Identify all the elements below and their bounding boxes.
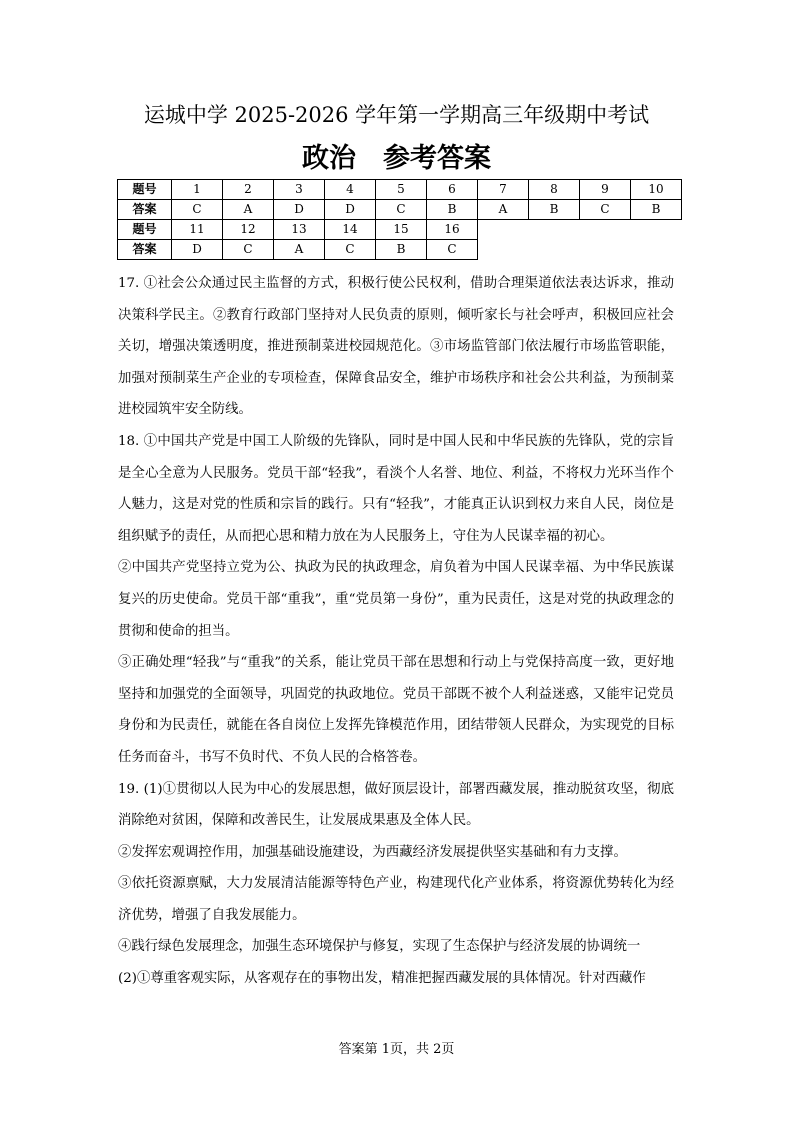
question-number: 1 (172, 180, 223, 200)
answer-cell: D (172, 240, 223, 260)
question-number-row (118, 220, 682, 240)
question-label: 题号 (118, 180, 172, 200)
answer-table (117, 179, 682, 260)
question-number: 15 (376, 220, 427, 240)
answer-cell: B (631, 200, 682, 220)
answer-cell: D (325, 200, 376, 220)
answer-row (118, 200, 682, 220)
answer-cell: C (325, 240, 376, 260)
question-number: 10 (631, 180, 682, 200)
answer-cell: A (274, 240, 325, 260)
empty-cell (529, 240, 580, 260)
answer-q19-part3: ③依托资源禀赋，大力发展清洁能源等特色产业，构建现代化产业体系，将资源优势转化为经济优势，增强了自我发展能力。 (118, 876, 674, 923)
question-number: 5 (376, 180, 427, 200)
question-number: 3 (274, 180, 325, 200)
answer-q19-sub2: (2)①尊重客观实际，从客观存在的事物出发，精准把握西藏发展的具体情况。针对西藏作 (118, 971, 646, 987)
question-number: 9 (580, 180, 631, 200)
empty-cell (631, 240, 682, 260)
page-footer: 答案第 1页，共 2页 (338, 1042, 455, 1057)
answer-q19-part1: 19. (1)①贯彻以人民为中心的发展思想，做好顶层设计，部署西藏发展，推动脱贫攻坚，彻底消除绝对贫困，保障和改善民生，让发展成果惠及全体人民。 (118, 781, 674, 829)
answer-label: 答案 (118, 200, 172, 220)
empty-cell (580, 240, 631, 260)
answer-cell: C (172, 200, 223, 220)
question-number: 16 (427, 220, 478, 240)
question-number: 7 (478, 180, 529, 200)
question-number: 11 (172, 220, 223, 240)
question-label: 题号 (118, 220, 172, 240)
question-number: 4 (325, 180, 376, 200)
empty-cell (478, 220, 529, 240)
answer-cell: C (376, 200, 427, 220)
question-number: 2 (223, 180, 274, 200)
empty-cell (478, 240, 529, 260)
answer-cell: A (478, 200, 529, 220)
answer-q17: 17. ①社会公众通过民主监督的方式，积极行使公民权利，借助合理渠道依法表达诉求，推动决策科学民主。②教育行政部门坚持对人民负责的原则，倾听家长与社会呼声，积极回应社会关切，增强决策透明度，推进预制菜进校园规范化。③市场监管部门依法履行市场监管职能，加强对预制菜生产企业的专项检查，保障食品安全，维护市场秩序和社会公共利益，为预制菜进校园筑牢安全防线。 (118, 276, 674, 418)
answer-cell: C (580, 200, 631, 220)
question-number: 8 (529, 180, 580, 200)
question-number: 14 (325, 220, 376, 240)
answer-cell: B (376, 240, 427, 260)
answer-q19-part2: ②发挥宏观调控作用，加强基础设施建设，为西藏经济发展提供坚实基础和有力支撑。 (118, 844, 627, 860)
answer-label: 答案 (118, 240, 172, 260)
question-number: 12 (223, 220, 274, 240)
page-title: 运城中学 2025-2026 学年第一学期高三年级期中考试 (143, 103, 650, 127)
answer-q18-part3: ③正确处理“轻我”与“重我”的关系，能让党员干部在思想和行动上与党保持高度一致，更好地坚持和加强党的全面领导，巩固党的执政地位。党员干部既不被个人利益迷惑，又能牢记党员身份和为民责任，就能在各自岗位上发挥先锋模范作用，团结带领人民群众，为实现党的目标任务而奋斗，书写不负时代、不负人民的合格答卷。 (118, 655, 674, 765)
question-number: 13 (274, 220, 325, 240)
answer-cell: D (274, 200, 325, 220)
answer-cell: B (529, 200, 580, 220)
question-number-row (118, 180, 682, 200)
answer-cell: C (223, 240, 274, 260)
answer-content (118, 268, 674, 995)
answer-cell: C (427, 240, 478, 260)
answer-cell: A (223, 200, 274, 220)
empty-cell (631, 220, 682, 240)
empty-cell (580, 220, 631, 240)
answer-cell: B (427, 200, 478, 220)
question-number: 6 (427, 180, 478, 200)
answer-q19-part4: ④践行绿色发展理念，加强生态环境保护与修复，实现了生态保护与经济发展的协调统一 (118, 939, 641, 955)
subject-title: 政治 参考答案 (302, 143, 491, 174)
empty-cell (529, 220, 580, 240)
answer-q18-part1: 18. ①中国共产党是中国工人阶级的先锋队，同时是中国人民和中华民族的先锋队，党的宗旨是全心全意为人民服务。党员干部“轻我”，看淡个人名誉、地位、利益，不将权力光环当作个人魅力，这是对党的性质和宗旨的践行。只有“轻我”，才能真正认识到权力来自人民，岗位是组织赋予的责任，从而把心思和精力放在为人民服务上，守住为人民谋幸福的初心。 (118, 433, 674, 544)
answer-q18-part2: ②中国共产党坚持立党为公、执政为民的执政理念，肩负着为中国人民谋幸福、为中华民族谋复兴的历史使命。党员干部“重我”，重“党员第一身份”，重为民责任，这是对党的执政理念的贯彻和使命的担当。 (118, 560, 674, 639)
answer-row (118, 240, 682, 260)
